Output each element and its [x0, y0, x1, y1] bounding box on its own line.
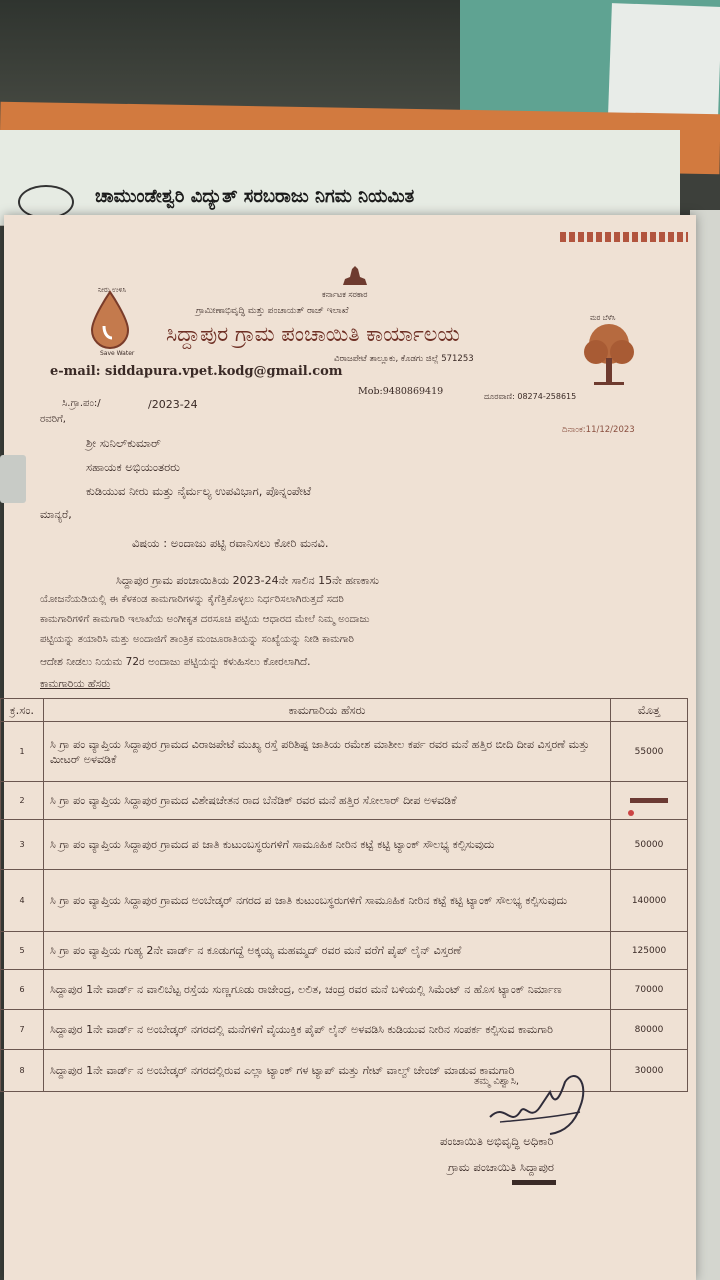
row-work-name: ಸಿ ಗ್ರಾ ಪಂ ವ್ಯಾಪ್ತಿಯ ಸಿದ್ದಾಪುರ ಗ್ರಾಮದ ಪ ಜಾತಿ ಕುಟುಂಬಸ್ಥರುಗಳಿಗೆ ಸಾಮೂಹಿಕ ನೀರಿನ ಕಟ್ಟೆ ಕಟ್ಟಿ ಟ್ಯಾಂಕ್ ಸೌಲಭ್ಯ ಕಲ್ಪಿಸುವುದು	[44, 820, 611, 870]
office-email: e-mail: siddapura.vpet.kodg@gmail.com	[50, 364, 343, 379]
row-sl: 1	[1, 722, 44, 782]
background-paper	[608, 3, 720, 117]
signatory-office: ಗ್ರಾಮ ಪಂಚಾಯಿತಿ ಸಿದ್ದಾಪುರ	[448, 1160, 554, 1174]
subject-line: ವಿಷಯ : ಅಂದಾಜು ಪಟ್ಟಿ ರವಾನಿಸಲು ಕೋರಿ ಮನವಿ.	[132, 536, 329, 550]
row-work-name: ಸಿ ಗ್ರಾ ಪಂ ವ್ಯಾಪ್ತಿಯ ಸಿದ್ದಾಪುರ ಗ್ರಾಮದ ಅಂಬೇಡ್ಕರ್ ನಗರದ ಪ ಜಾತಿ ಕುಟುಂಬಸ್ಥರುಗಳಿಗೆ ಸಾಮೂಹಿಕ ನೀರಿನ ಕಟ್ಟೆ ಕಟ್ಟಿ ಟ್ಯಾಂಕ್ ಸೌಲಭ್ಯ ಕಲ್ಪಿಸುವುದು	[44, 870, 611, 932]
row-amount: 50000	[611, 820, 688, 870]
row-work-name: ಸಿ ಗ್ರಾ ಪಂ ವ್ಯಾಪ್ತಿಯ ಗುಹ್ಯ 2ನೇ ವಾರ್ಡ್ ನ ಕೂಡುಗದ್ದೆ ಅಕ್ಕಯ್ಯ ಮಹಮ್ಮದ್ ರವರ ಮನೆ ವರೆಗೆ ಪೈಪ್ ಲೈನ್ ವಿಸ್ತರಣೆ	[44, 932, 611, 970]
binder-clip	[0, 455, 26, 503]
row-amount: 140000	[611, 870, 688, 932]
row-amount: 30000	[611, 1050, 688, 1092]
reference-number: ಸಿ.ಗ್ರಾ.ಪಂ:/	[62, 398, 101, 409]
save-water-label: Save Water	[100, 350, 135, 357]
row-work-name: ಸಿದ್ದಾಪುರ 1ನೇ ವಾರ್ಡ್ ನ ವಾಲಿಬೆಟ್ಟ ರಸ್ತೆಯ ಸುಣ್ಣಗೂಡು ರಾಜೇಂದ್ರ, ಲಲಿತ, ಚಂದ್ರ ರವರ ಮನೆ ಬಳಿಯಲ್ಲಿ ಸಿಮೆಂಟ್ ನ ಹೊಸ ಟ್ಯಾಂಕ್ ನಿರ್ಮಾಣ	[44, 970, 611, 1010]
table-header-row	[1, 699, 688, 722]
table-row	[1, 722, 688, 782]
recipient-designation: ಸಹಾಯಕ ಅಭಿಯಂತರರು	[86, 460, 180, 474]
row-amount: 80000	[611, 1010, 688, 1050]
signature-scribble-icon	[480, 1062, 595, 1142]
department-name: ಗ್ರಾಮೀಣಾಭಿವೃದ್ಧಿ ಮತ್ತು ಪಂಚಾಯತ್ ರಾಜ್ ಇಲಾಖೆ	[196, 306, 349, 316]
signature-underline	[512, 1180, 556, 1185]
reference-year: /2023-24	[148, 398, 198, 411]
letterhead-stripe	[560, 232, 688, 242]
office-phone: ದೂರವಾಣಿ: 08274-258615	[484, 392, 577, 401]
row-amount: 55000	[611, 722, 688, 782]
row-sl: 2	[1, 782, 44, 820]
back-letterhead-title: ಚಾಮುಂಡೇಶ್ವರಿ ವಿದ್ಯುತ್ ಸರಬರಾಜು ನಿಗಮ ನಿಯಮಿತ	[95, 186, 415, 207]
office-mobile: Mob:9480869419	[358, 386, 444, 397]
row-work-name: ಸಿದ್ದಾಪುರ 1ನೇ ವಾರ್ಡ್ ನ ಅಂಬೇಡ್ಕರ್ ನಗರದಲ್ಲಿರುವ ಎಲ್ಲಾ ಟ್ಯಾಂಕ್ ಗಳ ಟ್ಯಾಪ್ ಮತ್ತು ಗೇಟ್ ವಾಲ್ವ್ ಚೇಂಜ್ ಮಾಡುವ ಕಾಮಗಾರಿ	[44, 1050, 611, 1092]
table-row	[1, 820, 688, 870]
office-title: ಸಿದ್ದಾಪುರ ಗ್ರಾಮ ಪಂಚಾಯಿತಿ ಕಾರ್ಯಾಲಯ	[166, 322, 460, 346]
body-line-3: ಕಾಮಗಾರಿಗಳಿಗೆ ಕಾಮಗಾರಿ ಇಲಾಖೆಯ ಅಂಗೀಕೃತ ದರಸೂಚಿ ಪಟ್ಟಿಯ ಆಧಾರದ ಮೇಲೆ ನಿಮ್ಮ ಅಂದಾಜು	[40, 614, 370, 625]
office-address: ವಿರಾಜಪೇಟೆ ತಾಲ್ಲೂಕು, ಕೊಡಗು ಜಿಲ್ಲೆ 571253	[334, 354, 474, 364]
ink-dot	[628, 810, 634, 816]
salutation: ಮಾನ್ಯರೆ,	[40, 508, 72, 521]
body-line-2: ಯೋಜನೆಯಡಿಯಲ್ಲಿ ಈ ಕೆಳಕಂಡ ಕಾಮಗಾರಿಗಳನ್ನು ಕೈಗೆತ್ತಿಕೊಳ್ಳಲು ನಿರ್ಧರಿಸಲಾಗಿರುತ್ತದೆ ಸದರಿ	[40, 594, 344, 605]
section-heading: ಕಾಮಗಾರಿಯ ಹೆಸರು	[40, 678, 111, 690]
body-line-4: ಪಟ್ಟಿಯನ್ನು ತಯಾರಿಸಿ ಮತ್ತು ಅಂದಾಜಿಗೆ ತಾಂತ್ರಿಕ ಮಂಜೂರಾತಿಯನ್ನು ಸಂಖ್ಯೆಯನ್ನು ನೀಡಿ ಕಾಮಗಾರಿ	[40, 634, 354, 645]
table-row	[1, 870, 688, 932]
state-emblem-icon	[338, 265, 372, 287]
body-line-5: ಆದೇಶ ನೀಡಲು ನಿಯಮ 72ರ ಅಂದಾಜು ಪಟ್ಟಿಯನ್ನು ಕಳುಹಿಸಲು ಕೋರಲಾಗಿದೆ.	[40, 656, 311, 668]
works-table	[0, 698, 688, 1092]
recipient-name: ಶ್ರೀ ಸುನಿಲ್‌ಕುಮಾರ್	[86, 436, 161, 450]
recipient-office: ಕುಡಿಯುವ ನೀರು ಮತ್ತು ನೈರ್ಮಲ್ಯ ಉಪವಿಭಾಗ, ಪೊನ್ನಂಪೇಟೆ	[86, 484, 312, 498]
row-work-name: ಸಿದ್ದಾಪುರ 1ನೇ ವಾರ್ಡ್ ನ ಅಂಬೇಡ್ಕರ್ ನಗರದಲ್ಲಿ ಮನೆಗಳಿಗೆ ವೈಯುಕ್ತಿಕ ಪೈಪ್ ಲೈನ್ ಅಳವಡಿಸಿ ಕುಡಿಯುವ ನೀರಿನ ಸಂಪರ್ಕ ಕಲ್ಪಿಸುವ ಕಾಮಗಾರಿ	[44, 1010, 611, 1050]
header-amount: ಮೊತ್ತ	[611, 699, 688, 722]
back-logo-icon	[18, 185, 74, 219]
row-amount: 125000	[611, 932, 688, 970]
to-label: ರವರಿಗೆ,	[40, 414, 66, 425]
water-drop-icon	[88, 290, 132, 350]
government-label: ಕರ್ನಾಟಕ ಸರಕಾರ	[322, 290, 368, 299]
row-sl: 4	[1, 870, 44, 932]
header-name: ಕಾಮಗಾರಿಯ ಹೆಸರು	[44, 699, 611, 722]
row-amount-scribbled	[611, 782, 688, 820]
closing-line: ತಮ್ಮ ವಿಶ್ವಾಸಿ,	[474, 1076, 520, 1087]
row-sl: 8	[1, 1050, 44, 1092]
row-sl: 3	[1, 820, 44, 870]
back-document	[0, 130, 680, 226]
table-row	[1, 1010, 688, 1050]
table-row	[1, 932, 688, 970]
letter-date: ದಿನಾಂಕ:11/12/2023	[562, 425, 635, 435]
signatory-designation: ಪಂಚಾಯಿತಿ ಅಭಿವೃದ್ಧಿ ಅಧಿಕಾರಿ	[440, 1134, 554, 1148]
row-work-name: ಸಿ ಗ್ರಾ ಪಂ ವ್ಯಾಪ್ತಿಯ ಸಿದ್ದಾಪುರ ಗ್ರಾಮದ ವಿರಾಜಪೇಟೆ ಮುಖ್ಯ ರಸ್ತೆ ಪರಿಶಿಷ್ಟ ಜಾತಿಯ ರಮೇಶ ಮಾಶೀಲ ಕರ್ಪ ರವರ ಮನೆ ಹತ್ತಿರ ಬೀದಿ ದೀಪ ವಿಸ್ತರಣೆ ಮತ್ತು ಮೀಟರ್ ಅಳವಡಿಕೆ	[44, 722, 611, 782]
row-sl: 6	[1, 970, 44, 1010]
row-amount: 70000	[611, 970, 688, 1010]
table-row	[1, 782, 688, 820]
row-sl: 5	[1, 932, 44, 970]
row-sl: 7	[1, 1010, 44, 1050]
body-line-1: ಸಿದ್ದಾಪುರ ಗ್ರಾಮ ಪಂಚಾಯಿತಿಯ 2023-24ನೇ ಸಾಲಿನ 15ನೇ ಹಣಕಾಸು	[116, 574, 379, 587]
table-row	[1, 970, 688, 1010]
header-sl: ಕ್ರ.ಸಂ.	[1, 699, 44, 722]
tree-icon	[580, 322, 638, 388]
row-work-name: ಸಿ ಗ್ರಾ ಪಂ ವ್ಯಾಪ್ತಿಯ ಸಿದ್ದಾಪುರ ಗ್ರಾಮದ ವಿಶೇಷಚೇತನ ರಾದ ಬೆನೆಡಿಕ್ ರವರ ಮನೆ ಹತ್ತಿರ ಸೋಲಾರ್ ದೀಪ ಅಳವಡಿಕೆ	[44, 782, 611, 820]
save-water-caption: ನೀರು ಉಳಿಸಿ	[98, 286, 127, 294]
tree-caption: ಮರ ಬೆಳೆಸಿ	[590, 314, 616, 322]
